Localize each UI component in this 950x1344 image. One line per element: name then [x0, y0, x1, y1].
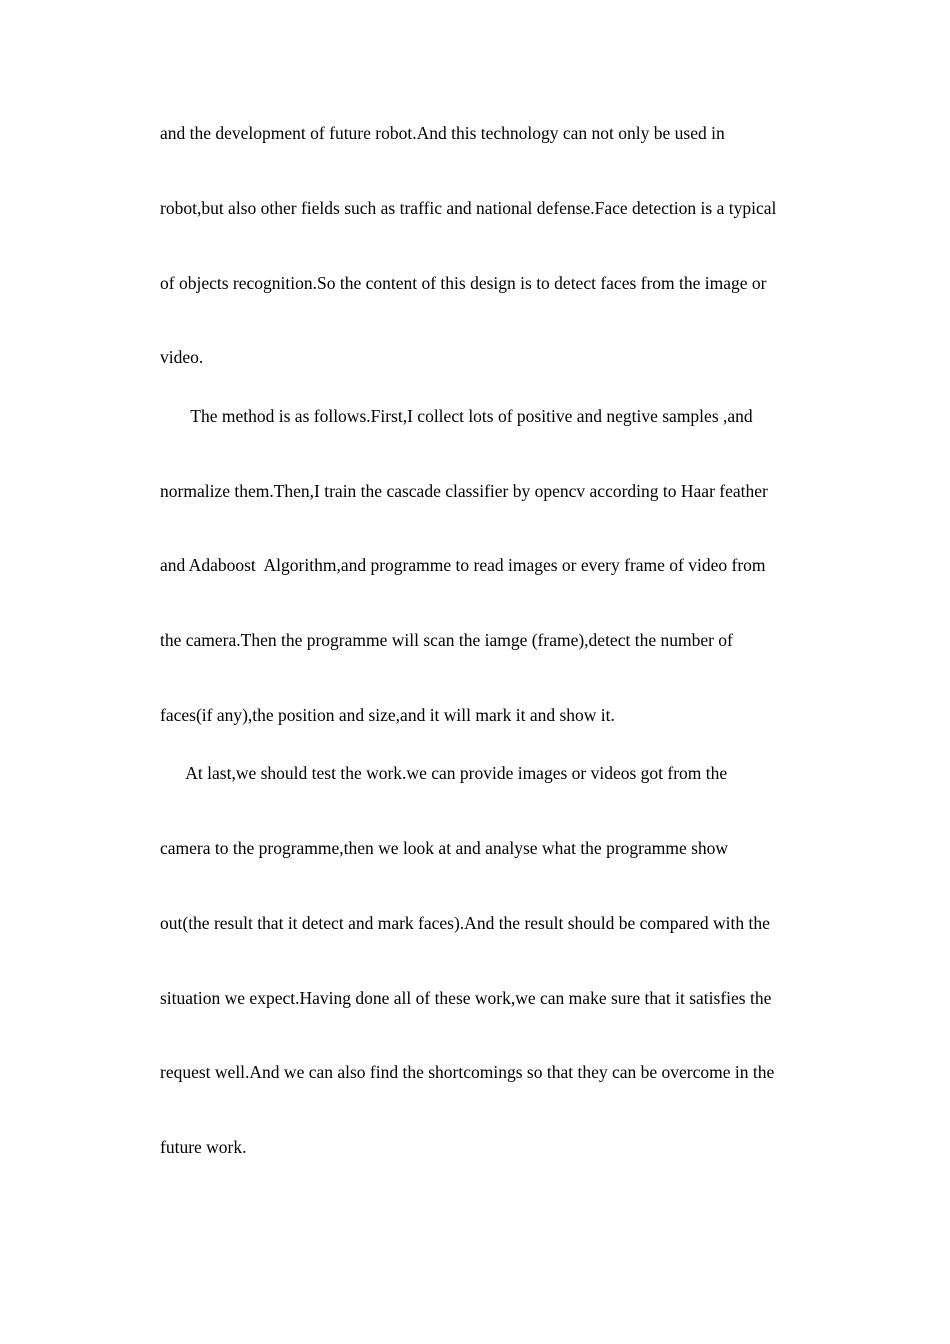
text-line: out(the result that it detect and mark faces).And the result should be compared with the — [160, 913, 770, 933]
text-line: and Adaboost Algorithm,and programme to read images or every frame of video from — [160, 555, 766, 575]
text-line: situation we expect.Having done all of these work,we can make sure that it satisfies the — [160, 988, 772, 1008]
text-line: camera to the programme,then we look at and analyse what the programme show — [160, 838, 729, 858]
text-line: At last,we should test the work.we can provide images or videos got from the — [160, 763, 728, 783]
text-line: normalize them.Then,I train the cascade classifier by opencv according to Haar feather — [160, 481, 768, 501]
text-line: of objects recognition.So the content of this design is to detect faces from the image or — [160, 273, 767, 293]
text-line: and the development of future robot.And this technology can not only be used in — [160, 123, 725, 143]
text-line: video. — [160, 347, 204, 367]
text-line: future work. — [160, 1137, 247, 1157]
text-line: faces(if any),the position and size,and it will mark it and show it. — [160, 705, 615, 725]
text-line: robot,but also other fields such as traffic and national defense.Face detection is a typical — [160, 198, 777, 218]
text-line: the camera.Then the programme will scan the iamge (frame),detect the number of — [160, 630, 733, 650]
text-line: request well.And we can also find the shortcomings so that they can be overcome in the — [160, 1062, 775, 1082]
text-line: The method is as follows.First,I collect lots of positive and negtive samples ,and — [160, 406, 753, 426]
